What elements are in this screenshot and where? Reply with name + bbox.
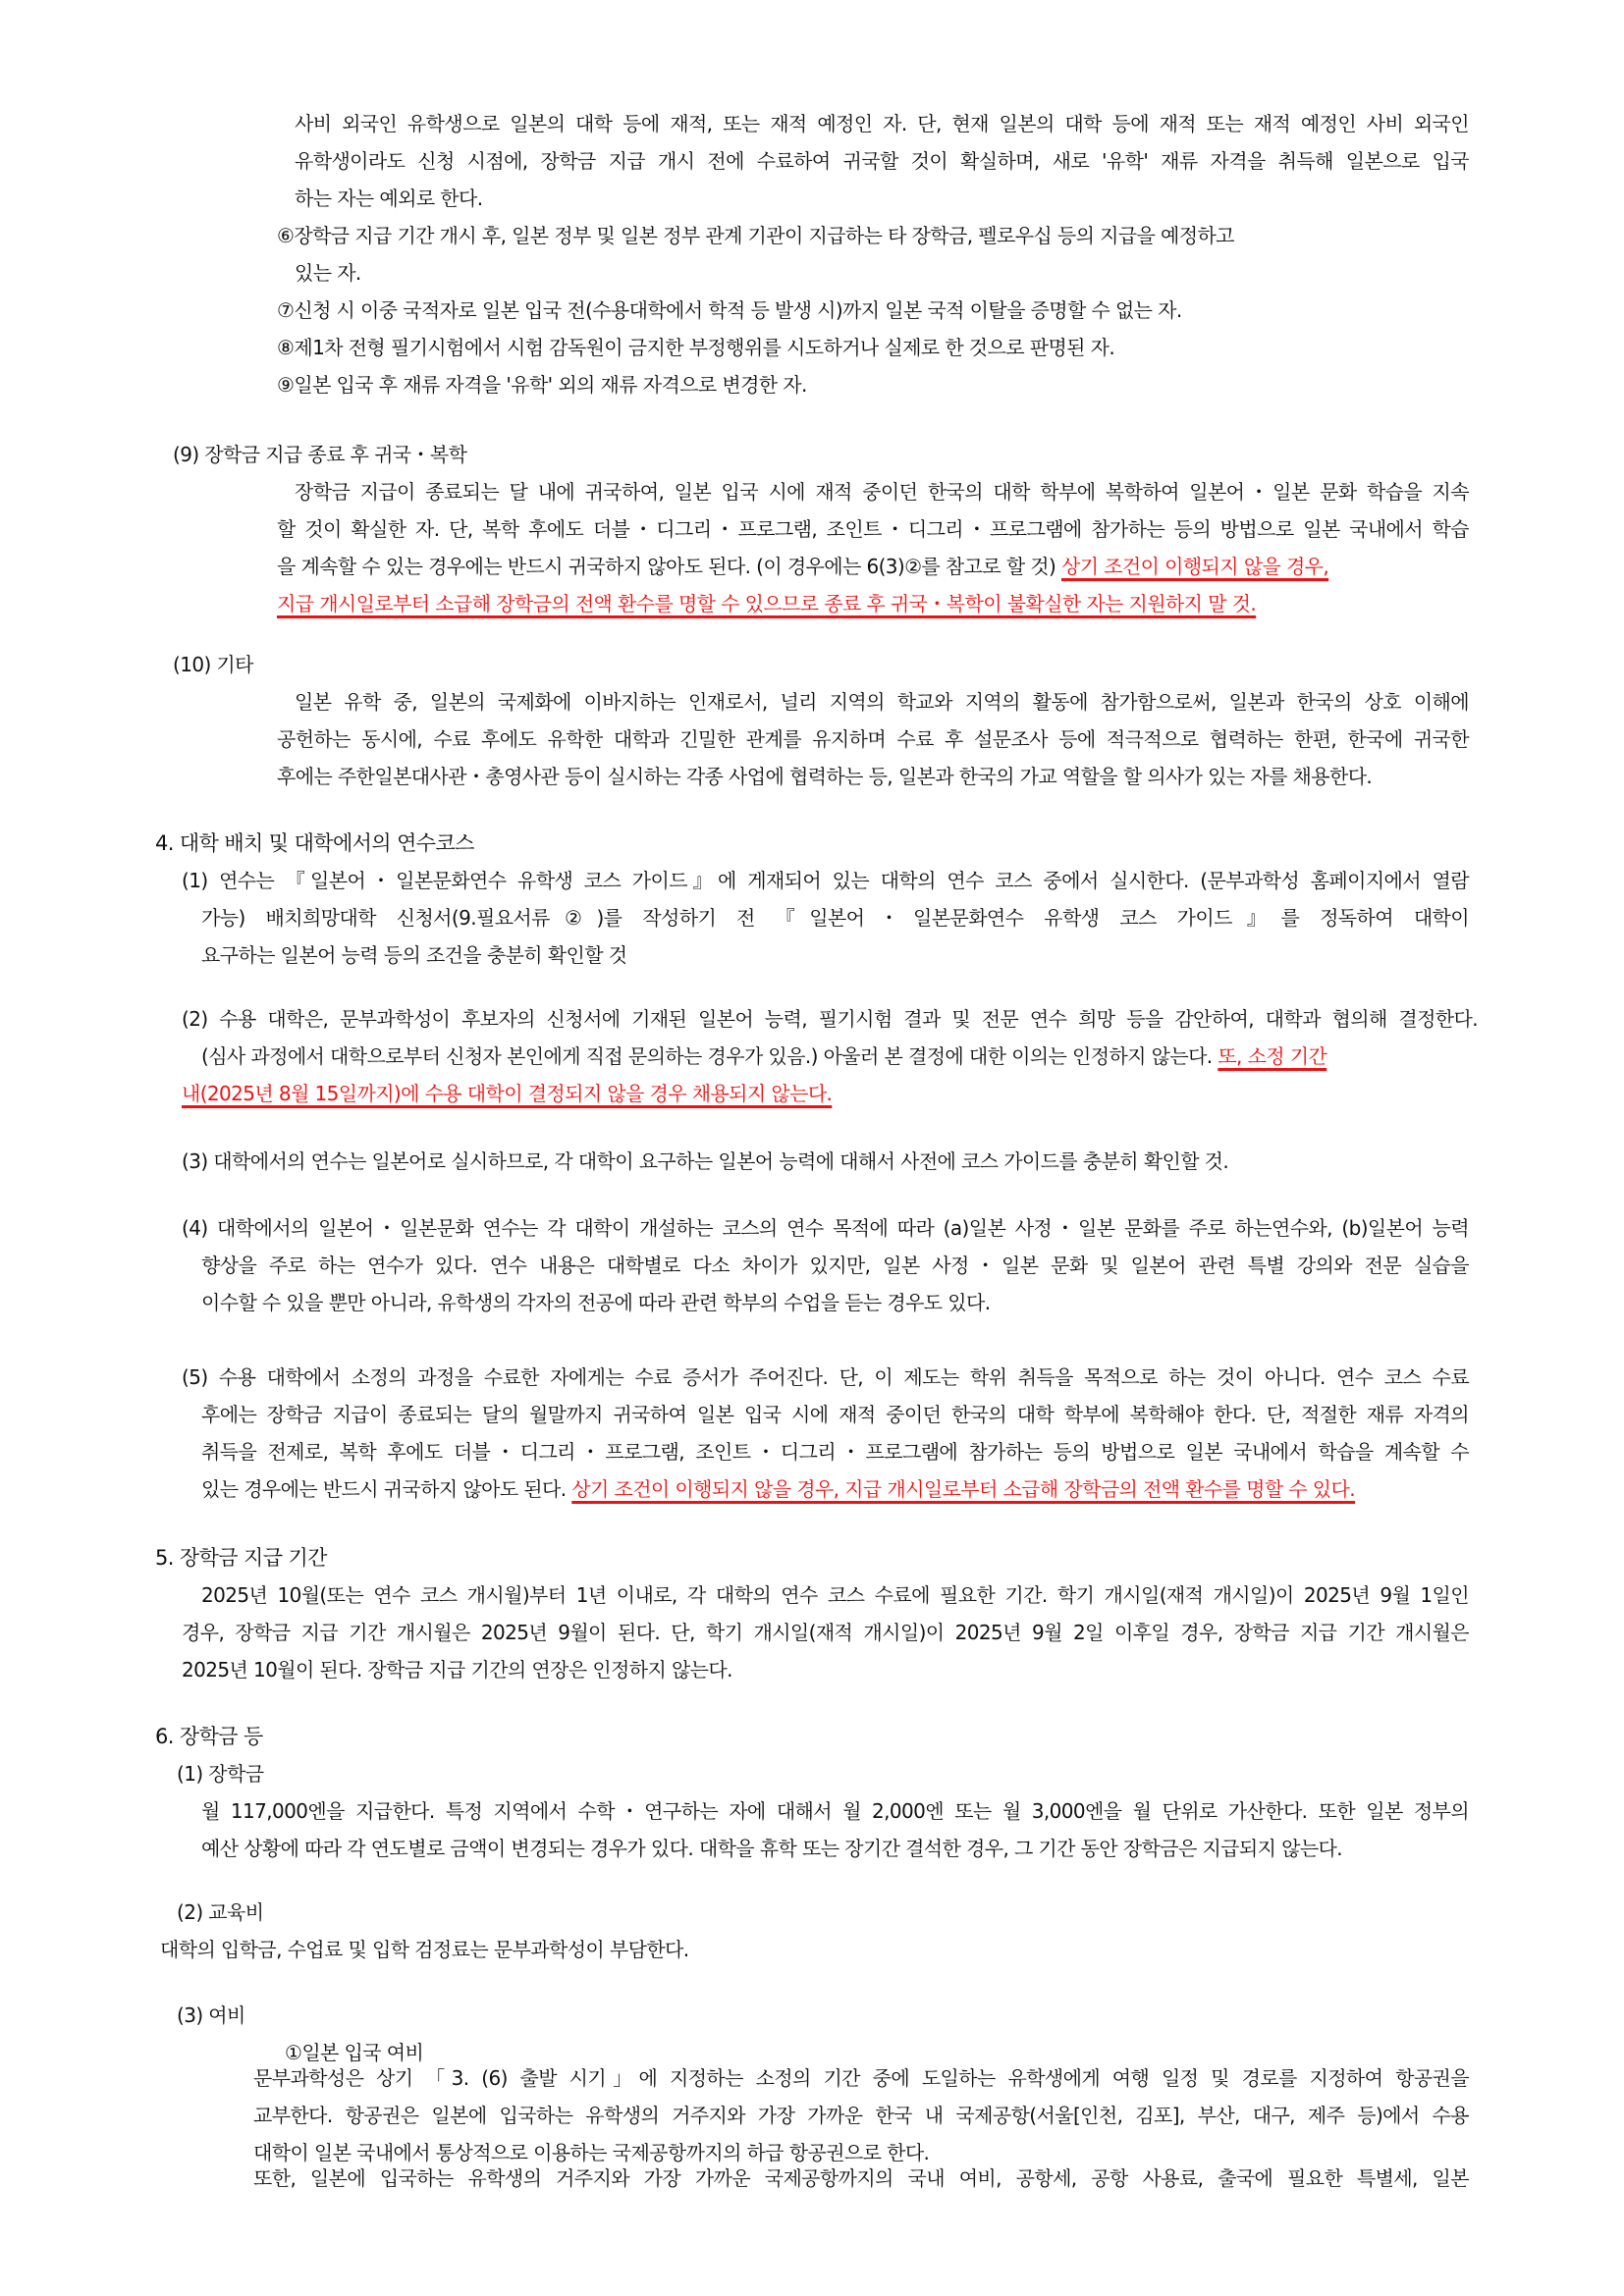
warning-text: 내(2025년 8월 15일까지)에 수용 대학이 결정되지 않을 경우 채용되지 않는다. [182,1082,833,1105]
section-4-p1-line: 요구하는 일본어 능력 등의 조건을 충분히 확인할 것 [201,943,627,967]
section-4-p1-line: (1) 연수는 『일본어・일본문화연수 유학생 코스 가이드』에 게재되어 있는 대학의 연수 코스 중에서 실시한다. (문부과학성 홈페이지에서 열람 [182,869,1469,892]
section-6-sub2-heading: (2) 교육비 [177,1900,264,1924]
section-6-sub3-heading: (3) 여비 [177,2003,245,2027]
section-4-p1-line: 가능) 배치희망대학 신청서(9.필요서류②)를 작성하기 전 『일본어・일본문화연수 유학생 코스 가이드』를 정독하여 대학이 [201,906,1469,930]
item-number: ⑥ [277,224,295,247]
section-10-line: 후에는 주한일본대사관・총영사관 등이 실시하는 각종 사업에 협력하는 등, 일본과 한국의 가교 역할을 할 의사가 있는 자를 채용한다. [277,765,1373,788]
section-4-p4-line: 향상을 주로 하는 연수가 있다. 연수 내용은 대학별로 다소 차이가 있지만, 일본 사정・일본 문화 및 일본어 관련 특별 강의와 전문 실습을 [201,1254,1469,1277]
section-4-p2-line [201,1043,1326,1069]
section-5-line: 2025년 10월이 된다. 장학금 지급 기간의 연장은 인정하지 않는다. [182,1658,732,1682]
section-4-p5-text: 있는 경우에는 반드시 귀국하지 않아도 된다. [201,1477,567,1501]
intro-line: 사비 외국인 유학생으로 일본의 대학 등에 재적, 또는 재적 예정인 자. 단, 현재 일본의 대학 등에 재적 또는 재적 예정인 사비 외국인 [295,112,1469,135]
section-9-line: 할 것이 확실한 자. 단, 복학 후에도 더블・디그리・프로그램, 조인트・디그리・프로그램에 참가하는 등의 방법으로 일본 국내에서 학습 [277,517,1469,541]
section-4-p4-line: 이수할 수 있을 뿐만 아니라, 유학생의 각자의 전공에 따라 관련 학부의 수업을 듣는 경우도 있다. [201,1291,991,1314]
section-5-line: 경우, 장학금 지급 기간 개시월은 2025년 9월이 된다. 단, 학기 개시일(재적 개시일)이 2025년 9월 2일 이후일 경우, 장학금 지급 기간 개시월은 [182,1621,1469,1644]
section-9-text: 을 계속할 수 있는 경우에는 반드시 귀국하지 않아도 된다. (이 경우에는 6(3)②를 참고로 할 것) [277,555,1056,578]
section-6-sub2-text: 대학의 입학금, 수업료 및 입학 검정료는 문부과학성이 부담한다. [160,1938,689,1961]
section-4-p5-line: 취득을 전제로, 복학 후에도 더블・디그리・프로그램, 조인트・디그리・프로그램에 참가하는 등의 방법으로 일본 국내에서 학습을 계속할 수 [201,1440,1469,1464]
section-4-p5-line: 후에는 장학금 지급이 종료되는 달의 월말까지 귀국하여 일본 입국 시에 재적 중이던 한국의 대학 학부에 복학해야 한다. 단, 적절한 재류 자격의 [201,1403,1469,1426]
section-9-heading: (9) 장학금 지급 종료 후 귀국・복학 [173,443,467,466]
section-4-p5-line [201,1476,1355,1502]
section-10-line: 일본 유학 중, 일본의 국제화에 이바지하는 인재로서, 널리 지역의 학교와 지역의 활동에 참가함으로써, 일본과 한국의 상호 이해에 [295,690,1469,714]
intro-line: 유학생이라도 신청 시점에, 장학금 지급 개시 전에 수료하여 귀국할 것이 확실하며, 새로 '유학' 재류 자격을 취득해 일본으로 입국 [295,149,1469,173]
section-6-sub3-line: 문부과학성은 상기 「3. (6) 출발 시기」에 지정하는 소정의 기간 중에 도일하는 유학생에게 여행 일정 및 경로를 지정하여 항공권을 [253,2066,1469,2090]
item-text: 신청 시 이중 국적자로 일본 입국 전(수용대학에서 학적 등 발생 시)까지 일본 국적 이탈을 증명할 수 없는 자. [294,298,1182,322]
exclusion-item-9 [277,372,807,398]
section-6-sub3-item: ①일본 입국 여비 [285,2041,424,2064]
warning-text: 상기 조건이 이행되지 않을 경우, 지급 개시일로부터 소급해 장학금의 전액 환수를 명할 수 있다. [571,1477,1356,1501]
section-6-sub3-line: 또한, 일본에 입국하는 유학생의 거주지와 가장 가까운 국제공항까지의 국내 여비, 공항세, 공항 사용료, 출국에 필요한 특별세, 일본 [253,2166,1469,2190]
item-number: ⑨ [277,373,295,397]
section-6-sub1-line: 예산 상황에 따라 각 연도별로 금액이 변경되는 경우가 있다. 대학을 휴학 또는 장기간 결석한 경우, 그 기간 동안 장학금은 지급되지 않는다. [201,1837,1343,1860]
section-4-p4-line: (4) 대학에서의 일본어・일본문화 연수는 각 대학이 개설하는 코스의 연수 목적에 따라 (a)일본 사정・일본 문화를 주로 하는연수와, (b)일본어 능력 [182,1216,1469,1240]
section-6-sub1-heading: (1) 장학금 [177,1762,264,1786]
section-4-p2-text: (심사 과정에서 대학으로부터 신청자 본인에게 직접 문의하는 경우가 있음.) 아울러 본 결정에 대한 이의는 인정하지 않는다. [201,1044,1213,1068]
section-6-sub1-line: 월 117,000엔을 지급한다. 특정 지역에서 수학・연구하는 자에 대해서 월 2,000엔 또는 월 3,000엔을 월 단위로 가산한다. 또한 일본 정부의 [201,1799,1469,1823]
item-number: ⑧ [277,336,295,359]
section-4-p5-line: (5) 수용 대학에서 소정의 과정을 수료한 자에게는 수료 증서가 주어진다. 단, 이 제도는 학위 취득을 목적으로 하는 것이 아니다. 연수 코스 수료 [182,1365,1469,1389]
section-9-line [277,554,1328,579]
item-text: 제1차 전형 필기시험에서 시험 감독원이 금지한 부정행위를 시도하거나 실제로 한 것으로 판명된 자. [294,336,1115,359]
section-6-sub3-line: 교부한다. 항공권은 일본에 입국하는 유학생의 거주지와 가장 가까운 한국 내 국제공항(서울[인천, 김포], 부산, 대구, 제주 등)에서 수용 [253,2104,1469,2127]
exclusion-item-6 [277,223,1469,248]
exclusion-item-8 [277,335,1114,360]
exclusion-item-6-cont: 있는 자. [295,261,361,285]
item-text: 일본 입국 후 재류 자격을 '유학' 외의 재류 자격으로 변경한 자. [294,373,807,397]
section-10-heading: (10) 기타 [173,653,253,676]
warning-text: 또, 소정 기간 [1218,1044,1327,1068]
item-text: 장학금 지급 기간 개시 후, 일본 정부 및 일본 정부 관계 기관이 지급하는 타 장학금, 펠로우십 등의 지급을 예정하고 [294,224,1234,247]
section-5-heading: 5. 장학금 지급 기간 [155,1546,327,1570]
section-6-heading: 6. 장학금 등 [155,1725,263,1748]
section-9-line: 장학금 지급이 종료되는 달 내에 귀국하여, 일본 입국 시에 재적 중이던 한국의 대학 학부에 복학하여 일본어・일본 문화 학습을 지속 [295,480,1469,504]
section-4-p2-line: (2) 수용 대학은, 문부과학성이 후보자의 신청서에 기재된 일본어 능력, 필기시험 결과 및 전문 연수 희망 등을 감안하여, 대학과 협의해 결정한다. [182,1007,1478,1031]
warning-text: 상기 조건이 이행되지 않을 경우, [1061,555,1329,578]
item-number: ⑦ [277,298,295,322]
exclusion-item-7 [277,297,1182,323]
section-5-line: 2025년 10월(또는 연수 코스 개시월)부터 1년 이내로, 각 대학의 연수 코스 수료에 필요한 기간. 학기 개시일(재적 개시일)이 2025년 9월 1일인 [201,1583,1469,1607]
section-4-p3: (3) 대학에서의 연수는 일본어로 실시하므로, 각 대학이 요구하는 일본어 능력에 대해서 사전에 코스 가이드를 충분히 확인할 것. [182,1149,1229,1173]
intro-line: 하는 자는 예외로 한다. [295,187,483,210]
warning-text: 지급 개시일로부터 소급해 장학금의 전액 환수를 명할 수 있으므로 종료 후 귀국・복학이 불확실한 자는 지원하지 말 것. [277,592,1257,615]
section-6-sub3-line: 대학이 일본 국내에서 통상적으로 이용하는 국제공항까지의 하급 항공권으로 한다. [253,2141,930,2164]
section-4-heading: 4. 대학 배치 및 대학에서의 연수코스 [155,831,474,855]
section-10-line: 공헌하는 동시에, 수료 후에도 유학한 대학과 긴밀한 관계를 유지하며 수료 후 설문조사 등에 적극적으로 협력하는 한편, 한국에 귀국한 [277,727,1469,751]
